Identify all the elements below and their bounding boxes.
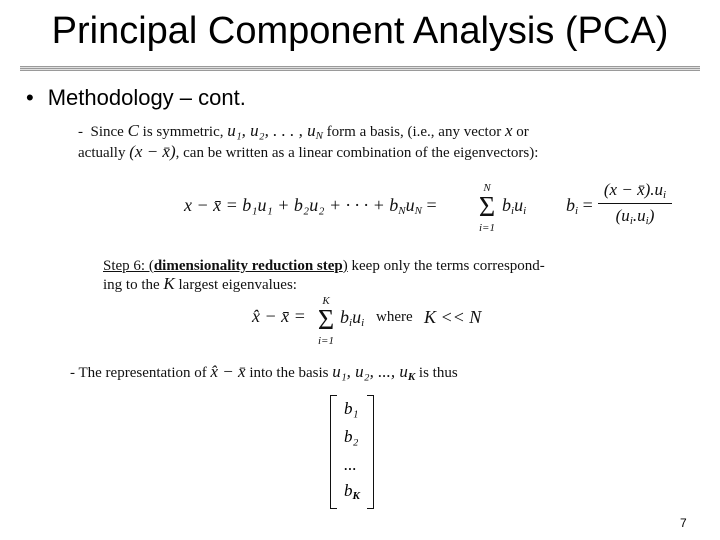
vector-row: ... bbox=[344, 455, 357, 474]
vector-row: b₂ bbox=[344, 427, 359, 446]
fraction-denominator: $(u_i.u_i)$ bbox=[615, 206, 655, 227]
eq2-lhs: x̂ − x̄ = bbox=[252, 306, 306, 326]
eq1-lhs: x − x̄ = b₁u₁ + b₂u₂ + · · · + $b_Nu_N$ = bbox=[184, 195, 437, 217]
vector-row: b₁ bbox=[344, 399, 359, 418]
eq2-condition: K << N bbox=[424, 307, 482, 327]
left-bracket bbox=[330, 395, 337, 509]
para2-line: - The representation of x̂ − x̄ into the basis u₁, u₂, ..., $u_K$ is thus bbox=[70, 362, 458, 383]
fraction-numerator: $(x - x̄).u_i$ bbox=[603, 180, 667, 201]
basis-list-k: u₁, u₂, ..., $u_K$ bbox=[332, 362, 416, 383]
text-since: Since bbox=[90, 124, 124, 140]
para1-line2 bbox=[78, 142, 538, 163]
eq1-bi-fraction bbox=[598, 180, 672, 227]
text-is-symmetric: is symmetric, bbox=[142, 124, 224, 140]
text-actually: actually bbox=[78, 145, 126, 161]
bullet-methodology bbox=[26, 84, 246, 112]
eq2-where: where bbox=[376, 309, 413, 325]
title-underline bbox=[20, 66, 700, 71]
bullet-text: Methodology – cont. bbox=[47, 85, 246, 110]
var-K: K bbox=[163, 274, 175, 293]
basis-list: u₁, u₂, . . . , $u_N$ bbox=[227, 121, 323, 142]
text-or: or bbox=[516, 124, 529, 140]
eq1-bi: $b_i$ = bbox=[566, 195, 593, 217]
var-x: x bbox=[504, 121, 513, 140]
eq2-term: $b_iu_i$ bbox=[340, 307, 365, 329]
step6-line2: ing to the K largest eigenvalues: bbox=[103, 274, 297, 293]
slide-title: Principal Component Analysis (PCA) bbox=[51, 10, 669, 52]
coefficient-vector bbox=[330, 395, 374, 507]
dash: - bbox=[78, 124, 83, 140]
page-number: 7 bbox=[680, 516, 687, 530]
right-bracket bbox=[367, 395, 374, 509]
text-linear-combination: , can be written as a linear combination of the eigenvectors): bbox=[175, 145, 539, 161]
expr-x-minus-xbar: (x − x̄) bbox=[129, 142, 176, 161]
eq1-summation: N Σ i=1 bbox=[478, 182, 496, 234]
vector-row: $b_K$ bbox=[344, 481, 360, 502]
bullet-symbol: • bbox=[26, 85, 34, 110]
text-form-basis: form a basis, (i.e., any vector bbox=[326, 124, 502, 140]
step6-label: Step 6: (dimensionality reduction step) bbox=[103, 258, 348, 274]
step6-line1 bbox=[103, 256, 545, 276]
fraction-bar bbox=[598, 203, 672, 204]
step6-rest: keep only the terms correspond- bbox=[351, 258, 545, 274]
expr-xhat-minus-xbar: x̂ − x̄ bbox=[210, 362, 246, 381]
eq1-sum-term: $b_iu_i$ bbox=[502, 195, 527, 217]
eq2-summation: K Σ i=1 bbox=[317, 295, 335, 347]
var-C: C bbox=[127, 121, 139, 140]
